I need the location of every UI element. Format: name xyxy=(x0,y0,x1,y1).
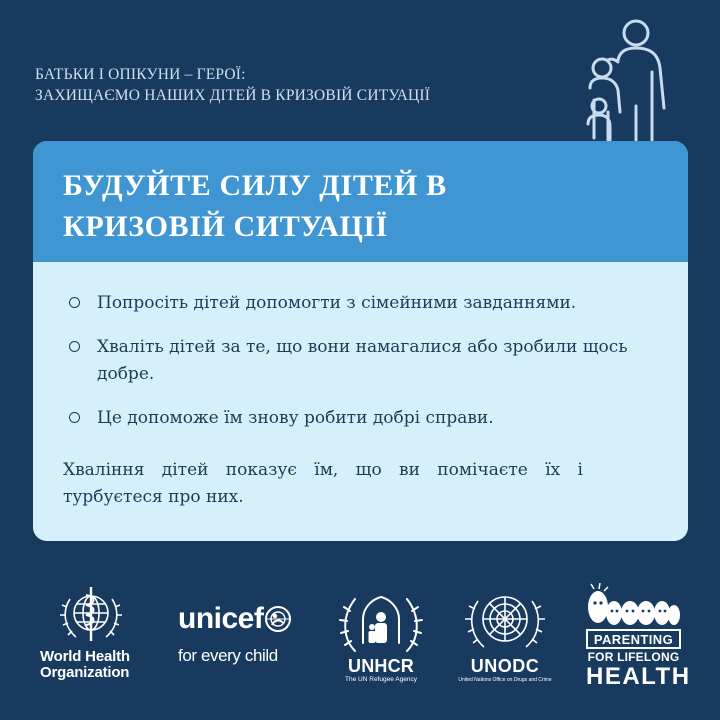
unodc-wordmark: UNODC xyxy=(470,656,540,676)
who-logo[interactable] xyxy=(40,583,150,681)
unhcr-logo[interactable] xyxy=(333,585,429,684)
advice-card xyxy=(33,141,688,541)
partner-logos xyxy=(0,575,720,695)
plh-line1: PARENTING xyxy=(593,632,674,647)
plh-line2: FOR LIFELONG xyxy=(587,650,680,664)
who-name-line2: Organization xyxy=(40,664,130,681)
who-emblem-icon xyxy=(56,583,126,645)
advice-card-title xyxy=(63,165,447,247)
campaign-header xyxy=(35,64,430,106)
unhcr-subtitle: The UN Refugee Agency xyxy=(345,676,417,683)
plh-line3: HEALTH xyxy=(586,663,691,690)
campaign-header-line1: БАТЬКИ І ОПІКУНИ – ГЕРОЇ: xyxy=(35,66,246,83)
tip-text: Хваліть дітей за те, що вони намагалися або зробили щось добре. xyxy=(97,337,628,384)
tips-list xyxy=(63,290,653,449)
plh-wordmark-box xyxy=(586,629,681,649)
advice-card-header xyxy=(33,141,688,262)
advice-card-title-line2: КРИЗОВІЙ СИТУАЦІЇ xyxy=(63,210,388,243)
summary-text: Хваління дітей показує їм, що ви помічаєте їх і турбуєтеся про них. xyxy=(63,460,583,507)
unhcr-emblem-icon xyxy=(333,585,429,655)
bullet-circle-icon xyxy=(69,412,80,423)
advice-card-body xyxy=(33,262,688,541)
bullet-circle-icon xyxy=(69,341,80,352)
unicef-emblem-icon xyxy=(264,605,292,633)
unhcr-wordmark: UNHCR xyxy=(348,656,414,676)
unicef-logo[interactable] xyxy=(178,603,303,667)
who-name-line1: World Health xyxy=(40,648,130,665)
unodc-logo[interactable] xyxy=(450,585,560,684)
advice-card-title-line1: БУДУЙТЕ СИЛУ ДІТЕЙ В xyxy=(63,169,447,202)
who-name xyxy=(40,649,150,681)
tip-text: Це допоможе їм знову робити добрі справи. xyxy=(97,408,494,428)
tip-text: Попросіть дітей допомогти з сімейними завданнями. xyxy=(97,293,577,313)
unodc-emblem-icon xyxy=(460,585,550,655)
bullet-circle-icon xyxy=(69,297,80,308)
unicef-tagline: for every child xyxy=(178,646,278,665)
tip-item xyxy=(63,405,653,432)
plh-birds-icon xyxy=(586,583,681,627)
plh-logo[interactable] xyxy=(586,583,691,690)
family-outline-icon xyxy=(578,16,688,142)
unicef-wordmark: unicef xyxy=(178,602,264,635)
tip-item xyxy=(63,334,653,388)
tip-item xyxy=(63,290,653,317)
campaign-header-line2: ЗАХИЩАЄМО НАШИХ ДІТЕЙ В КРИЗОВІЙ СИТУАЦІЇ xyxy=(35,87,431,104)
unodc-subtitle: United Nations Office on Drugs and Crime xyxy=(458,677,552,683)
unicef-wordmark-row xyxy=(178,603,303,635)
